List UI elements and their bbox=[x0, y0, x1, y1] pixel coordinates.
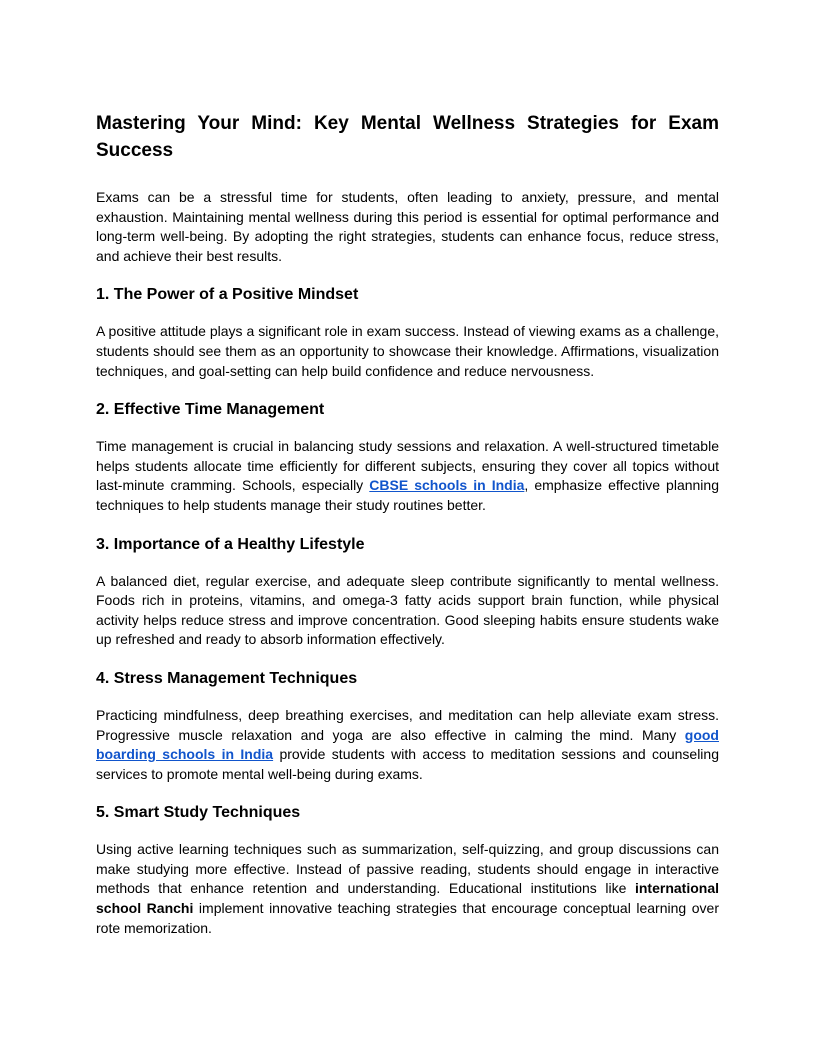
section-body-positive-mindset: A positive attitude plays a significant role in exam success. Instead of viewing exams as a challenge, students should see them as an opportunity to showcase their knowledge. Affirmations, visualization techniques, and goal-setting can help build confidence and reduce nervousness. bbox=[96, 323, 719, 379]
document-page bbox=[96, 110, 719, 957]
section-heading-stress-management: 4. Stress Management Techniques bbox=[96, 669, 358, 687]
section-heading-positive-mindset: 1. The Power of a Positive Mindset bbox=[96, 286, 359, 304]
boarding-schools-link[interactable]: good boarding schools in India bbox=[96, 726, 719, 763]
document-title: Mastering Your Mind: Key Mental Wellness Strategies for Exam Success bbox=[96, 113, 719, 161]
section-heading-smart-study: 5. Smart Study Techniques bbox=[96, 804, 301, 822]
intro-paragraph: Exams can be a stressful time for students, often leading to anxiety, pressure, and mental exhaustion. Maintaining mental wellness during this period is essential for optimal performance and long-term well-being. By adopting the right strategies, students can enhance focus, reduce stress, and achieve their best results. bbox=[96, 189, 719, 264]
section-body-stress-management bbox=[96, 706, 719, 784]
section-body-smart-study bbox=[96, 840, 719, 938]
section-text: provide students with access to meditation sessions and counseling services to promote mental well-being during exams. bbox=[96, 746, 719, 782]
section-text: , emphasize effective planning techniques to help students manage their study routines better. bbox=[96, 477, 719, 513]
section-text: Practicing mindfulness, deep breathing exercises, and meditation can help alleviate exam stress. Progressive muscle relaxation and yoga are also effective in calming the mind. Many bbox=[96, 706, 719, 743]
section-text: Time management is crucial in balancing study sessions and relaxation. A well-structured timetable helps students allocate time efficiently for different subjects, ensuring they cover all topics without last-minute cramming. Schools, especially bbox=[96, 438, 719, 494]
section-body-time-management bbox=[96, 437, 719, 515]
section-heading-time-management: 2. Effective Time Management bbox=[96, 401, 325, 419]
section-heading-healthy-lifestyle: 3. Importance of a Healthy Lifestyle bbox=[96, 535, 365, 553]
section-text: implement innovative teaching strategies that encourage conceptual learning over rote memorization. bbox=[96, 900, 719, 936]
section-body-healthy-lifestyle: A balanced diet, regular exercise, and adequate sleep contribute significantly to mental wellness. Foods rich in proteins, vitamins, and omega-3 fatty acids support brain function, while physical activity helps reduce stress and improve concentration. Good sleeping habits ensure students wake up refreshed and ready to absorb information effectively. bbox=[96, 572, 719, 648]
section-text: Using active learning techniques such as summarization, self-quizzing, and group discussions can make studying more effective. Instead of passive reading, students should engage in interactive methods that enhance retention and understanding. Educational institutions like bbox=[96, 841, 719, 897]
bold-school-name: international school Ranchi bbox=[96, 880, 719, 917]
cbse-schools-link[interactable]: CBSE schools in India bbox=[369, 477, 525, 494]
